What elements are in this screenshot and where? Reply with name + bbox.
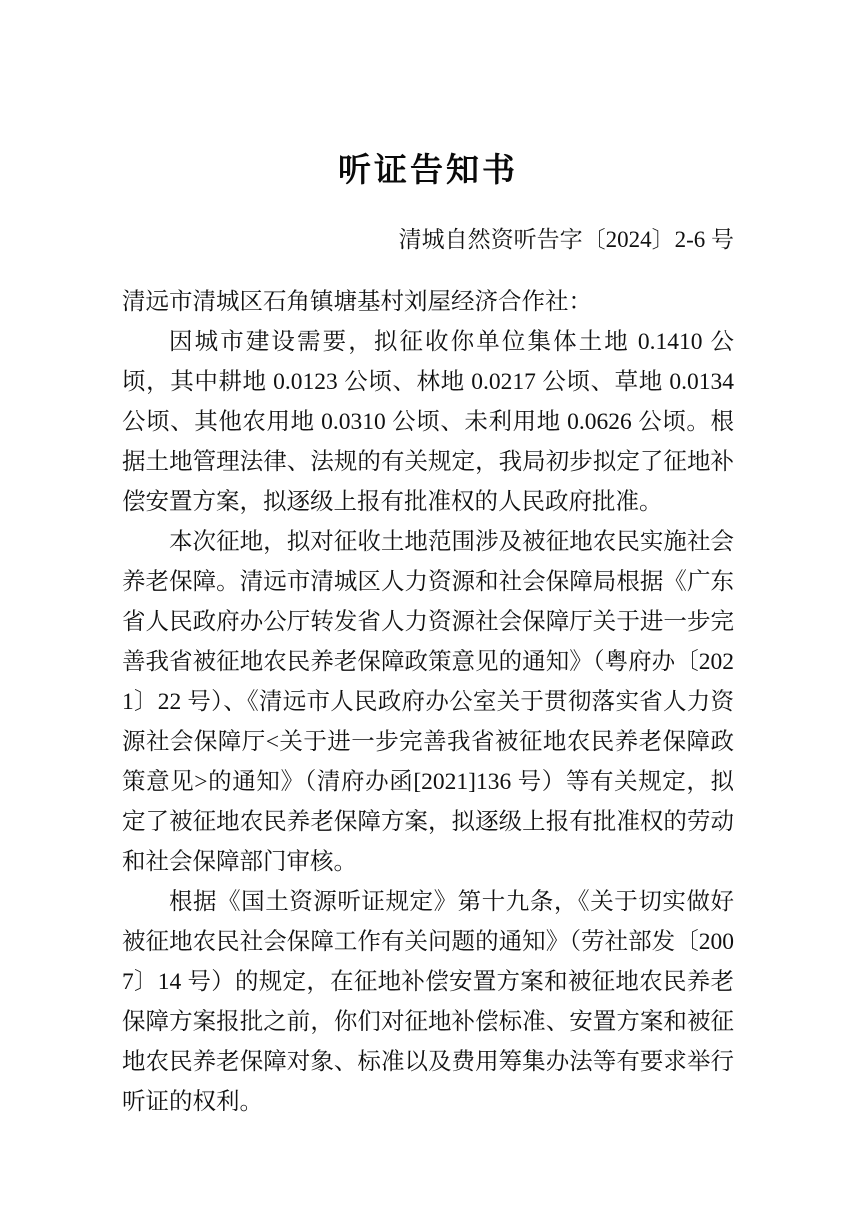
- paragraph-land-acquisition: 因城市建设需要，拟征收你单位集体土地 0.1410 公顷，其中耕地 0.0123 公顷、林地 0.0217 公顷、草地 0.0134 公顷、其他农用地 0.0310 公顷、未利用地 0.0626 公顷。根据土地管理法律、法规的有关规定，我局初步拟定了征地补偿安置方案，拟逐级上报有批准权的人民政府批准。: [122, 329, 734, 515]
- document-title: 听证告知书: [338, 153, 518, 189]
- paragraph-pension-scheme: 本次征地，拟对征收土地范围涉及被征地农民实施社会养老保障。清远市清城区人力资源和社会保障局根据《广东省人民政府办公厅转发省人力资源社会保障厅关于进一步完善我省被征地农民养老保障政策意见的通知》（粤府办〔2021〕22 号）、《清远市人民政府办公室关于贯彻落实省人力资源社会保障厅<关于进一步完善我省被征地农民养老保障政策意见>的通知》（清府办函[2021]136 号）等有关规定，拟定了被征地农民养老保障方案，拟逐级上报有批准权的劳动和社会保障部门审核。: [122, 529, 734, 875]
- document-number: 清城自然资听告字〔2024〕2-6 号: [398, 227, 734, 252]
- document-content: [122, 0, 734, 1122]
- paragraph-hearing-rights: 根据《国土资源听证规定》第十九条，《关于切实做好被征地农民社会保障工作有关问题的通知》（劳社部发〔2007〕14 号）的规定，在征地补偿安置方案和被征地农民养老保障方案报批之前，你们对征地补偿标准、安置方案和被征地农民养老保障对象、标准以及费用筹集办法等有要求举行听证的权利。: [122, 889, 734, 1115]
- addressee-line: 清远市清城区石角镇塘基村刘屋经济合作社：: [122, 289, 592, 315]
